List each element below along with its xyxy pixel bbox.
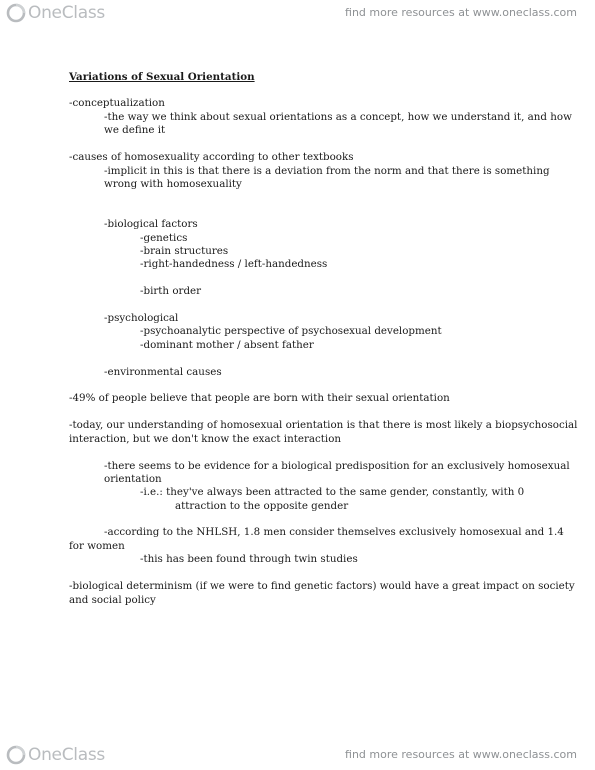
text-line: -implicit in this is that there is a deviation from the norm and that there is something	[104, 165, 550, 177]
text-line: -psychoanalytic perspective of psychosexual development	[140, 325, 442, 337]
text-line: -biological factors	[104, 218, 198, 230]
text-line: attraction to the opposite gender	[175, 500, 349, 512]
text-line: -psychological	[104, 312, 179, 324]
text-line: -brain structures	[140, 245, 229, 257]
header-tagline-link[interactable]: find more resources at www.oneclass.com	[345, 6, 577, 19]
text-line: -according to the NHLSH, 1.8 men consider themselves exclusively homosexual and 1.4	[104, 526, 564, 538]
footer-bar	[0, 742, 595, 768]
text-line: we define it	[104, 124, 166, 136]
text-line: -there seems to be evidence for a biological predisposition for an exclusively homosexual	[104, 460, 570, 472]
text-line: -birth order	[140, 285, 202, 297]
text-line: interaction, but we don't know the exact interaction	[69, 433, 342, 445]
text-line: -today, our understanding of homosexual orientation is that there is most likely a biopsychosocial	[69, 419, 578, 431]
text-line: -right-handedness / left-handedness	[140, 258, 328, 270]
text-line: -49% of people believe that people are born with their sexual orientation	[69, 392, 450, 404]
text-line: -conceptualization	[69, 97, 165, 109]
text-line: -genetics	[140, 232, 188, 244]
oneclass-logo[interactable]	[6, 745, 105, 765]
logo-text: OneClass	[28, 745, 105, 765]
text-line: and social policy	[69, 594, 156, 606]
text-line: -this has been found through twin studies	[140, 553, 358, 565]
oneclass-logo-icon	[6, 745, 26, 765]
text-line: -biological determinism (if we were to find genetic factors) would have a great impact on society	[69, 580, 575, 592]
text-line: -causes of homosexuality according to other textbooks	[69, 151, 354, 163]
text-line: orientation	[104, 473, 162, 485]
text-line: -dominant mother / absent father	[140, 339, 314, 351]
footer-tagline-link[interactable]: find more resources at www.oneclass.com	[345, 748, 577, 761]
text-line: -environmental causes	[104, 366, 222, 378]
text-line: -the way we think about sexual orientations as a concept, how we understand it, and how	[104, 111, 572, 123]
logo-text: OneClass	[28, 3, 105, 23]
text-line: for women	[69, 540, 125, 552]
document-title: Variations of Sexual Orientation	[69, 71, 255, 83]
text-line: wrong with homosexuality	[104, 178, 242, 190]
text-line: -i.e.: they've always been attracted to the same gender, constantly, with 0	[140, 486, 525, 498]
